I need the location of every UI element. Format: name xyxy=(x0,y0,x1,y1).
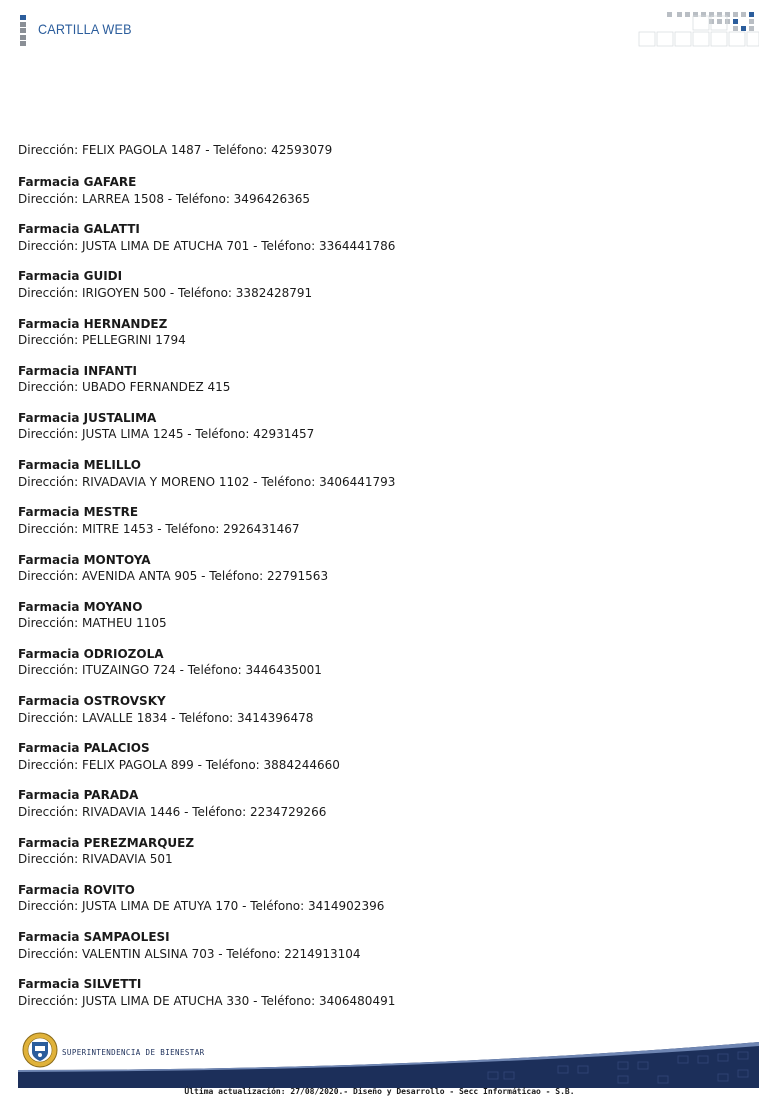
pharmacy-name: Farmacia GUIDI xyxy=(18,269,123,284)
pharmacy-address: Dirección: RIVADAVIA 501 xyxy=(18,852,173,867)
list-item xyxy=(18,363,395,410)
institution-seal-icon xyxy=(22,1032,58,1068)
list-item xyxy=(18,882,395,929)
list-item xyxy=(18,835,395,882)
pharmacy-address: Dirección: RIVADAVIA Y MORENO 1102 - Teléfono: 3406441793 xyxy=(18,474,396,489)
pharmacy-address: Dirección: JUSTA LIMA DE ATUCHA 701 - Teléfono: 3364441786 xyxy=(18,238,396,253)
pharmacy-name: Farmacia ODRIOZOLA xyxy=(18,646,164,661)
list-item xyxy=(18,787,395,834)
list-item xyxy=(18,646,395,693)
pharmacy-address: Dirección: JUSTA LIMA DE ATUYA 170 - Teléfono: 3414902396 xyxy=(18,899,385,914)
pharmacy-address: Dirección: JUSTA LIMA DE ATUCHA 330 - Teléfono: 3406480491 xyxy=(18,993,396,1008)
list-item xyxy=(18,740,395,787)
pharmacy-name: Farmacia INFANTI xyxy=(18,363,137,378)
pharmacy-name: Farmacia MONTOYA xyxy=(18,552,151,567)
continued-address: Dirección: FELIX PAGOLA 1487 - Teléfono: 42593079 xyxy=(18,143,333,157)
pharmacy-address: Dirección: RIVADAVIA 1446 - Teléfono: 2234729266 xyxy=(18,804,327,819)
pharmacy-address: Dirección: ITUZAINGO 724 - Teléfono: 3446435001 xyxy=(18,663,322,678)
pharmacy-address: Dirección: PELLEGRINI 1794 xyxy=(18,333,186,348)
list-item xyxy=(18,976,395,1023)
pixel-grid-decoration-icon xyxy=(637,12,759,48)
pharmacy-name: Farmacia PALACIOS xyxy=(18,741,150,756)
pharmacy-name: Farmacia SAMPAOLESI xyxy=(18,930,170,944)
pharmacy-name: Farmacia MOYANO xyxy=(18,599,143,614)
list-item xyxy=(18,693,395,740)
organization-name: SUPERINTENDENCIA DE BIENESTAR xyxy=(62,1048,205,1057)
list-item xyxy=(18,552,395,599)
pharmacy-name: Farmacia SILVETTI xyxy=(18,977,142,992)
pharmacy-name: Farmacia GAFARE xyxy=(18,175,137,189)
pharmacy-address: Dirección: JUSTA LIMA 1245 - Teléfono: 42931457 xyxy=(18,427,315,442)
pharmacy-address: Dirección: IRIGOYEN 500 - Teléfono: 3382428791 xyxy=(18,285,313,300)
pharmacy-name: Farmacia PARADA xyxy=(18,788,139,803)
brand-title: CARTILLA WEB xyxy=(38,21,132,37)
pharmacy-name: Farmacia OSTROVSKY xyxy=(18,694,166,709)
list-item xyxy=(18,504,395,551)
list-item xyxy=(18,929,395,976)
brand-bar-icon xyxy=(20,15,26,47)
pharmacy-name: Farmacia MESTRE xyxy=(18,505,139,520)
pharmacy-list xyxy=(18,174,395,1023)
list-item xyxy=(18,410,395,457)
pharmacy-address: Dirección: FELIX PAGOLA 899 - Teléfono: 3884244660 xyxy=(18,757,340,772)
list-item xyxy=(18,174,395,221)
list-item xyxy=(18,599,395,646)
page-footer xyxy=(18,1026,759,1088)
pharmacy-name: Farmacia ROVITO xyxy=(18,882,135,897)
list-item xyxy=(18,268,395,315)
pharmacy-name: Farmacia HERNANDEZ xyxy=(18,316,168,331)
pharmacy-address: Dirección: VALENTIN ALSINA 703 - Teléfono: 2214913104 xyxy=(18,946,361,961)
list-item xyxy=(18,221,395,268)
pharmacy-address: Dirección: LAVALLE 1834 - Teléfono: 3414396478 xyxy=(18,710,314,725)
list-item xyxy=(18,457,395,504)
pharmacy-name: Farmacia GALATTI xyxy=(18,222,140,237)
pharmacy-address: Dirección: AVENIDA ANTA 905 - Teléfono: 22791563 xyxy=(18,569,329,583)
last-update-note: Última actualización: 27/08/2020.- Diseño y Desarrollo - Secc Informáticao - S.B. xyxy=(184,1087,575,1096)
pharmacy-name: Farmacia PEREZMARQUEZ xyxy=(18,835,195,850)
pharmacy-address: Dirección: UBADO FERNANDEZ 415 xyxy=(18,380,231,395)
pharmacy-address: Dirección: LARREA 1508 - Teléfono: 3496426365 xyxy=(18,191,311,206)
pharmacy-name: Farmacia JUSTALIMA xyxy=(18,410,157,425)
footer-wave-band xyxy=(18,1026,759,1088)
pharmacy-address: Dirección: MATHEU 1105 xyxy=(18,616,167,631)
page-header xyxy=(0,0,759,60)
list-item xyxy=(18,316,395,363)
pharmacy-address: Dirección: MITRE 1453 - Teléfono: 2926431467 xyxy=(18,521,300,536)
pharmacy-name: Farmacia MELILLO xyxy=(18,458,141,473)
